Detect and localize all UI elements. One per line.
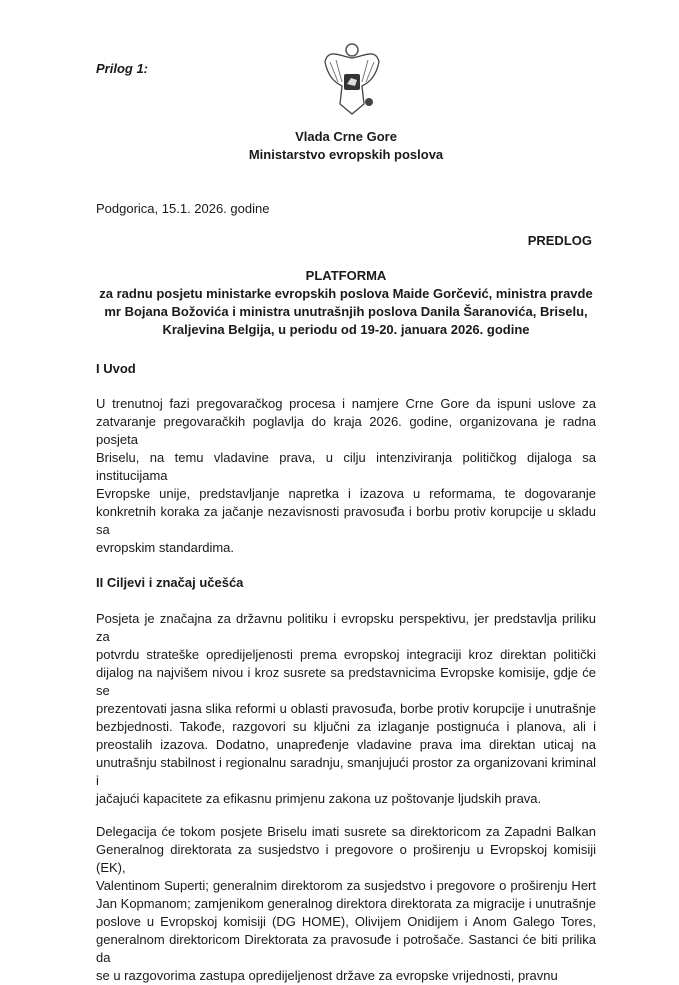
paragraph-line: Posjeta je značajna za državnu politiku i evropsku perspektivu, jer predstavlja priliku za xyxy=(96,611,596,644)
paragraph-line: zatvaranje pregovaračkih poglavlja do kraja 2026. godine, organizovana je radna posjeta xyxy=(96,414,596,447)
paragraph-line: Valentinom Superti; generalnim direktorom za susjedstvo i pregovore o proširenju Hert xyxy=(96,878,596,893)
paragraph-line: Evropske unije, predstavljanje napretka i izazova u reformama, te dogovaranje xyxy=(96,486,596,501)
paragraph-line: Delegacija će tokom posjete Briselu imati susrete sa direktoricom za Zapadni Balkan xyxy=(96,824,596,839)
paragraph-line: poslove u Evropskoj komisiji (DG HOME), Olivijem Onidijem i Anom Galego Tores, xyxy=(96,914,596,929)
section-heading-goals: II Ciljevi i značaj učešća xyxy=(96,575,244,590)
paragraph-line: konkretnih koraka za jačanje nezavisnosti pravosuđa i borbu protiv korupcije u skladu sa xyxy=(96,504,596,537)
paragraph xyxy=(96,395,596,557)
paragraph-line: generalnom direktoricom Direktorata za pravosuđe i potrošače. Sastanci će biti prilika da xyxy=(96,932,596,965)
paragraph-line: dijalog na najvišem nivou i kroz susrete sa predstavnicima Evropske komisije, gdje će se xyxy=(96,665,596,698)
paragraph-line: U trenutnoj fazi pregovaračkog procesa i namjere Crne Gore da ispuni uslove za xyxy=(96,396,596,411)
section-heading-intro: I Uvod xyxy=(96,361,136,376)
paragraph xyxy=(96,610,596,808)
title-subline: mr Bojana Božovića i ministra unutrašnjih poslova Danila Šaranovića, Briselu, xyxy=(104,304,588,319)
annex-label: Prilog 1: xyxy=(96,61,149,76)
document-body xyxy=(96,60,596,985)
paragraph xyxy=(96,823,596,985)
paragraph-line: Jan Kopmanom; zamjenikom generalnog direktora direktorata za migracije i unutrašnje xyxy=(96,896,596,911)
paragraph-line: bezbjednosti. Takođe, razgovori su ključni za izlaganje postignuća i planova, ali i xyxy=(96,719,596,734)
title-subline: za radnu posjetu ministarke evropskih poslova Maide Gorčević, ministra pravde xyxy=(99,286,593,301)
paragraph-line: Briselu, na temu vladavine prava, u cilju intenziviranja političkog dijaloga sa institucijama xyxy=(96,450,596,483)
place-date: Podgorica, 15.1. 2026. godine xyxy=(96,201,270,216)
paragraph-line: Generalnog direktorata za susjedstvo i pregovore o proširenju u Evropskoj komisiji (EK), xyxy=(96,842,596,875)
document-title: PLATFORMA xyxy=(305,268,387,283)
paragraph-line: jačajući kapacitete za efikasnu primjenu zakona uz poštovanje ljudskih prava. xyxy=(96,791,542,806)
org-government: Vlada Crne Gore xyxy=(295,129,397,144)
status-label: PREDLOG xyxy=(527,233,592,248)
paragraph-line: potvrdu strateške opredijeljenosti prema evropskoj integraciji kroz direktan politički xyxy=(96,647,596,662)
paragraph-line: se u razgovorima zastupa opredijeljenost države za evropske vrijednosti, pravnu xyxy=(96,968,558,983)
paragraph-line: prezentovati jasna slika reformi u oblasti pravosuđa, borbe protiv korupcije i unutrašnje xyxy=(96,701,596,716)
title-subline: Kraljevina Belgija, u periodu od 19-20. januara 2026. godine xyxy=(162,322,530,337)
org-ministry: Ministarstvo evropskih poslova xyxy=(248,147,444,162)
paragraph-line: unutrašnju stabilnost i regionalnu saradnju, smanjujući prostor za organizovani kriminal i xyxy=(96,755,596,788)
paragraph-line: evropskim standardima. xyxy=(96,540,234,555)
paragraph-line: preostalih izazova. Dodatno, unapređenje vladavine prava ima direktan uticaj na xyxy=(96,737,596,752)
